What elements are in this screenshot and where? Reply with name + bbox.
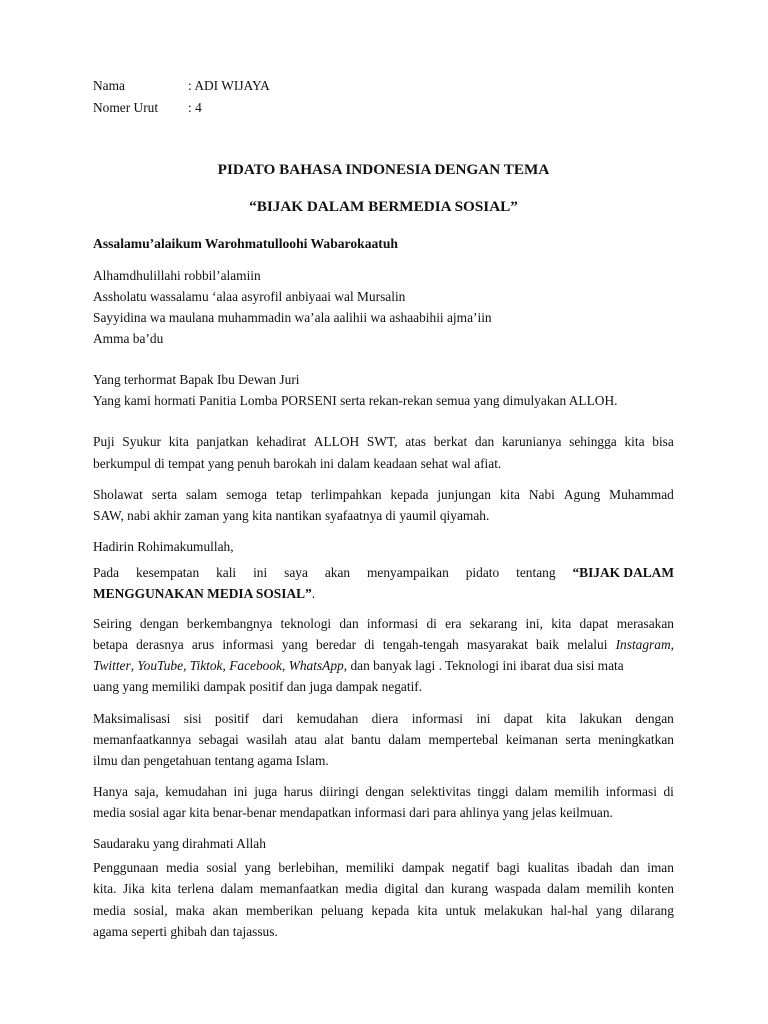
word: melalui	[567, 637, 608, 652]
word: informasi	[605, 784, 657, 799]
word: beredar	[316, 637, 357, 652]
word: meningkatkan	[598, 732, 674, 747]
word: kali	[216, 565, 237, 580]
paragraph-line	[93, 710, 674, 728]
word: menyampaikan	[367, 565, 449, 580]
theme-bold: “BIJAK DALAM	[572, 565, 674, 580]
italic-text: WhatsApp	[288, 658, 344, 673]
word: Sholawat	[93, 487, 143, 502]
word: selektivitas	[410, 784, 471, 799]
word: Hanya	[93, 784, 128, 799]
word: masyarakat	[466, 637, 528, 652]
word: maka	[175, 903, 205, 918]
word: berkembangnya	[186, 616, 273, 631]
word: ini	[233, 784, 248, 799]
paragraph-line	[93, 902, 674, 920]
word: tetap	[275, 487, 302, 502]
salam-heading: Assalamu’alaikum Warohmatulloohi Wabarokaatuh	[93, 236, 398, 251]
word: untuk	[445, 903, 476, 918]
word: dan	[474, 434, 495, 449]
opening-line: Amma ba’du	[93, 331, 164, 346]
word: kita	[546, 711, 567, 726]
name-row	[93, 77, 270, 95]
greeting-line: Hadirin Rohimakumullah,	[93, 539, 234, 554]
word: positif	[214, 711, 250, 726]
word: sosial,	[133, 903, 168, 918]
word: panjatkan	[196, 434, 249, 449]
word: arus	[191, 637, 215, 652]
word: dapat	[503, 711, 533, 726]
name-label: Nama	[93, 78, 125, 93]
italic-text: YouTube	[137, 658, 184, 673]
word: di	[426, 616, 437, 631]
word: kita	[499, 487, 520, 502]
word: sisi	[183, 711, 202, 726]
word: media	[93, 903, 126, 918]
paragraph-line: berkumpul di tempat yang penuh barokah ini dalam keadaan sehat wal afiat.	[93, 456, 502, 471]
word: kemudahan	[296, 711, 359, 726]
word: harus	[283, 784, 313, 799]
opening-line: Sayyidina wa maulana muhammadin wa’ala aalihii wa ashaabihii ajma’iin	[93, 310, 492, 325]
word: Jika	[122, 881, 145, 896]
word: negatif	[451, 860, 490, 875]
word: di	[663, 784, 674, 799]
word: SWT,	[366, 434, 398, 449]
word: sosial	[206, 860, 237, 875]
word: kemudahan	[165, 784, 227, 799]
paragraph-line: ilmu dan pengetahuan tentang agama Islam.	[93, 753, 329, 768]
italic-text: Instagram	[615, 637, 671, 652]
paragraph-line	[93, 564, 674, 582]
word: berlebihan,	[278, 860, 339, 875]
word: yang	[596, 903, 623, 918]
word: Agung	[563, 487, 601, 502]
paragraph-line	[93, 859, 674, 877]
word: hal-hal	[550, 903, 588, 918]
word: informasi	[366, 616, 419, 631]
word: kita	[151, 881, 172, 896]
paragraph-line: media sosial agar kita benar-benar mendapatkan informasi dari para ahlinya yang jelas keilmuan.	[93, 805, 613, 820]
word: kehadirat	[256, 434, 307, 449]
opening-line: Alhamdhulillahi robbil’alamiin	[93, 268, 261, 283]
word: dapat	[579, 616, 609, 631]
word: era	[445, 616, 462, 631]
word: diera	[371, 711, 399, 726]
word: tengah-tengah	[382, 637, 459, 652]
title-line-2: “BIJAK DALAM BERMEDIA SOSIAL”	[249, 198, 518, 215]
word: akan	[324, 565, 351, 580]
word: bantu	[351, 732, 381, 747]
respect-line: Yang terhormat Bapak Ibu Dewan Juri	[93, 372, 300, 387]
word: derasnya	[136, 637, 184, 652]
paragraph-line: agama seperti ghibah dan tajassus.	[93, 924, 278, 939]
name-value: : ADI WIJAYA	[188, 78, 270, 93]
word: betapa	[93, 637, 128, 652]
word: atas	[405, 434, 427, 449]
word: digital	[384, 881, 419, 896]
word: kurang	[450, 881, 489, 896]
word: sebagai	[198, 732, 239, 747]
word: saya	[284, 565, 308, 580]
paragraph-line: SAW, nabi akhir zaman yang kita nantikan syafaatnya di yaumil qiyamah.	[93, 508, 490, 523]
opening-line: Assholatu wassalamu ‘alaa asyrofil anbiyaai wal Mursalin	[93, 289, 406, 304]
paragraph-line	[93, 731, 674, 749]
word: yang	[244, 860, 271, 875]
theme-bold: MENGGUNAKAN MEDIA SOSIAL”	[93, 586, 312, 601]
text	[616, 636, 674, 654]
word: tentang	[516, 565, 556, 580]
word: mempertebal	[428, 732, 499, 747]
word: Muhammad	[609, 487, 674, 502]
word: sekarang	[469, 616, 518, 631]
word: alat	[324, 732, 344, 747]
word: di	[364, 637, 375, 652]
word: iman	[647, 860, 674, 875]
word: dalam	[388, 732, 422, 747]
number-row	[93, 99, 202, 117]
greeting-line: Saudaraku yang dirahmati Allah	[93, 836, 266, 851]
title-line-1: PIDATO BAHASA INDONESIA DENGAN TEMA	[217, 161, 550, 178]
word: pidato	[465, 565, 500, 580]
word: memanfaatkannya	[93, 732, 192, 747]
word: peluang	[320, 903, 364, 918]
word: saja,	[134, 784, 159, 799]
word: sehingga	[569, 434, 617, 449]
word: keimanan	[505, 732, 558, 747]
paragraph-line	[93, 636, 674, 654]
word: kita	[551, 616, 572, 631]
bold-text	[572, 564, 674, 582]
word: Maksimalisasi	[93, 711, 171, 726]
word: informasi	[411, 711, 464, 726]
word: dalam	[220, 881, 254, 896]
word: memiliki	[345, 860, 395, 875]
word: dengan	[635, 711, 674, 726]
italic-text: Tiktok	[189, 658, 223, 673]
word: baik	[536, 637, 560, 652]
word: Pada	[93, 565, 120, 580]
word: Seiring	[93, 616, 132, 631]
word: ALLOH	[313, 434, 360, 449]
word: dalam	[547, 881, 580, 896]
text: ,	[670, 637, 674, 652]
word: memilih	[554, 784, 600, 799]
word: media	[166, 860, 199, 875]
paragraph-line	[93, 486, 674, 504]
word: ini	[476, 711, 491, 726]
word: kepada	[390, 487, 429, 502]
word: serta	[565, 732, 591, 747]
word: diiringi	[319, 784, 359, 799]
word: wasilah	[246, 732, 288, 747]
number-value: : 4	[188, 100, 202, 115]
word: serta	[151, 487, 178, 502]
word: dampak	[401, 860, 445, 875]
word: atau	[294, 732, 317, 747]
word: informasi	[222, 637, 274, 652]
word: teknologi	[280, 616, 332, 631]
paragraph-line	[93, 585, 315, 603]
word: dan	[425, 881, 445, 896]
number-label: Nomer Urut	[93, 100, 159, 115]
text: , dan banyak lagi . Teknologi ini ibarat dua sisi mata	[343, 658, 624, 673]
paragraph-line	[93, 615, 674, 633]
paragraph-line	[93, 880, 674, 898]
word: lakukan	[579, 711, 622, 726]
word: memanfaatkan	[259, 881, 339, 896]
word: juga	[254, 784, 278, 799]
word: kesempatan	[135, 565, 200, 580]
word: ini,	[525, 616, 543, 631]
italic-text: Twitter	[93, 658, 131, 673]
word: terlena	[177, 881, 215, 896]
document-page	[93, 0, 674, 1024]
word: Nabi	[528, 487, 555, 502]
word: junjungan	[437, 487, 491, 502]
word: berkat	[433, 434, 468, 449]
word: dengan	[365, 784, 405, 799]
word: dan	[339, 616, 359, 631]
word: Puji	[93, 434, 115, 449]
paragraph-line: Twitter, YouTube, Tiktok, Facebook, WhatsApp, dan banyak lagi . Teknologi ini ibarat dua sisi mata	[93, 658, 624, 673]
word: tinggi	[477, 784, 509, 799]
word: akan	[212, 903, 238, 918]
word: kita	[417, 903, 438, 918]
word: yang	[281, 637, 308, 652]
word: waspada	[494, 881, 541, 896]
respect-line: Yang kami hormati Panitia Lomba PORSENI serta rekan-rekan semua yang dimulyakan ALLOH.	[93, 393, 618, 408]
word: melakukan	[484, 903, 543, 918]
word: terlimpahkan	[310, 487, 382, 502]
word: dalam	[515, 784, 548, 799]
text: .	[311, 586, 316, 601]
paragraph-line	[93, 433, 674, 451]
paragraph-line	[93, 783, 674, 801]
word: media	[345, 881, 378, 896]
word: semoga	[226, 487, 268, 502]
word: kita.	[93, 881, 117, 896]
word: dari	[262, 711, 284, 726]
word: kita	[168, 434, 189, 449]
word: kepada	[371, 903, 410, 918]
word: memilih	[586, 881, 632, 896]
word: merasakan	[616, 616, 674, 631]
word: memberikan	[245, 903, 313, 918]
italic-text: Facebook	[229, 658, 282, 673]
word: dan	[620, 860, 640, 875]
word: dengan	[139, 616, 179, 631]
word: ini	[253, 565, 268, 580]
word: ibadah	[576, 860, 613, 875]
paragraph-line: uang yang memiliki dampak positif dan juga dampak negatif.	[93, 679, 423, 694]
word: konten	[637, 881, 674, 896]
word: Syukur	[122, 434, 161, 449]
word: dilarang	[630, 903, 674, 918]
word: bagi	[496, 860, 520, 875]
word: kita	[624, 434, 645, 449]
word: Penggunaan	[93, 860, 159, 875]
word: bisa	[652, 434, 674, 449]
word: salam	[185, 487, 218, 502]
word: karunianya	[501, 434, 562, 449]
word: kualitas	[527, 860, 570, 875]
